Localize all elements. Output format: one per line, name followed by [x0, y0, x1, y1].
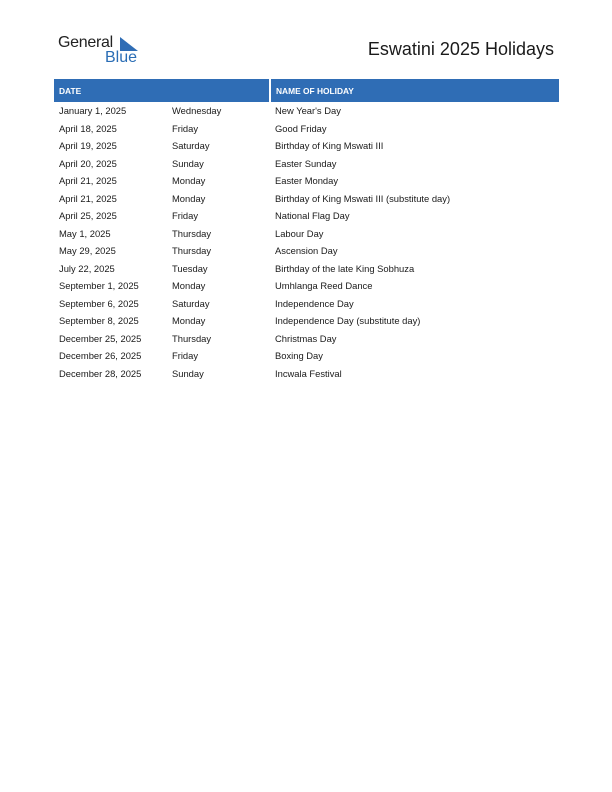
cell-date: December 25, 2025	[59, 332, 142, 344]
cell-weekday: Monday	[172, 315, 206, 327]
cell-date: April 21, 2025	[59, 175, 117, 187]
cell-holiday-name: Good Friday	[275, 122, 327, 134]
cell-weekday: Monday	[172, 280, 206, 292]
table-row	[54, 120, 559, 138]
cell-weekday: Friday	[172, 210, 199, 222]
table-row	[54, 155, 559, 173]
table-row	[54, 312, 559, 330]
cell-weekday: Saturday	[172, 140, 210, 152]
table-row	[54, 207, 559, 225]
table-body	[54, 102, 559, 382]
cell-date: September 1, 2025	[59, 280, 139, 292]
logo-text-blue: Blue	[105, 49, 138, 66]
cell-date: September 6, 2025	[59, 297, 139, 309]
table-row	[54, 137, 559, 155]
cell-weekday: Monday	[172, 192, 206, 204]
cell-weekday: Wednesday	[172, 105, 222, 117]
table-row	[54, 330, 559, 348]
table-header-row	[54, 79, 559, 102]
cell-weekday: Tuesday	[172, 262, 208, 274]
table-row	[54, 225, 559, 243]
cell-date: May 29, 2025	[59, 245, 116, 257]
cell-date: July 22, 2025	[59, 262, 115, 274]
cell-holiday-name: Boxing Day	[275, 350, 323, 362]
page-title: Eswatini 2025 Holidays	[367, 39, 554, 59]
cell-holiday-name: National Flag Day	[275, 210, 350, 222]
table-row	[54, 102, 559, 120]
cell-date: April 18, 2025	[59, 122, 117, 134]
table-row	[54, 190, 559, 208]
cell-date: September 8, 2025	[59, 315, 139, 327]
cell-holiday-name: Umhlanga Reed Dance	[275, 280, 373, 292]
brand-logo	[58, 34, 148, 68]
cell-weekday: Saturday	[172, 297, 210, 309]
header-holiday-name: NAME OF HOLIDAY	[270, 79, 559, 102]
cell-date: April 20, 2025	[59, 157, 117, 169]
cell-holiday-name: Christmas Day	[275, 332, 337, 344]
cell-date: April 19, 2025	[59, 140, 117, 152]
table-row	[54, 277, 559, 295]
cell-holiday-name: Birthday of King Mswati III	[275, 140, 384, 152]
cell-date: December 26, 2025	[59, 350, 142, 362]
cell-holiday-name: Independence Day	[275, 297, 354, 309]
cell-date: December 28, 2025	[59, 367, 142, 379]
cell-date: January 1, 2025	[59, 105, 127, 117]
cell-holiday-name: Independence Day (substitute day)	[275, 315, 421, 327]
table-row	[54, 365, 559, 383]
table-row	[54, 295, 559, 313]
cell-holiday-name: Labour Day	[275, 227, 324, 239]
logo-text-general: General	[58, 34, 113, 51]
cell-weekday: Friday	[172, 122, 199, 134]
holiday-table	[54, 79, 559, 382]
cell-weekday: Monday	[172, 175, 206, 187]
cell-holiday-name: Easter Monday	[275, 175, 339, 187]
cell-weekday: Sunday	[172, 367, 204, 379]
cell-holiday-name: Birthday of the late King Sobhuza	[275, 262, 415, 274]
cell-date: April 21, 2025	[59, 192, 117, 204]
cell-date: April 25, 2025	[59, 210, 117, 222]
table-row	[54, 172, 559, 190]
table-row	[54, 242, 559, 260]
cell-weekday: Thursday	[172, 245, 212, 257]
cell-holiday-name: Ascension Day	[275, 245, 338, 257]
cell-weekday: Thursday	[172, 332, 212, 344]
cell-date: May 1, 2025	[59, 227, 111, 239]
cell-holiday-name: New Year's Day	[275, 105, 341, 117]
cell-holiday-name: Birthday of King Mswati III (substitute day)	[275, 192, 451, 204]
cell-weekday: Thursday	[172, 227, 212, 239]
cell-weekday: Friday	[172, 350, 199, 362]
header-date: DATE	[54, 79, 270, 102]
table-row	[54, 347, 559, 365]
cell-holiday-name: Incwala Festival	[275, 367, 342, 379]
table-row	[54, 260, 559, 278]
cell-weekday: Sunday	[172, 157, 204, 169]
cell-holiday-name: Easter Sunday	[275, 157, 337, 169]
